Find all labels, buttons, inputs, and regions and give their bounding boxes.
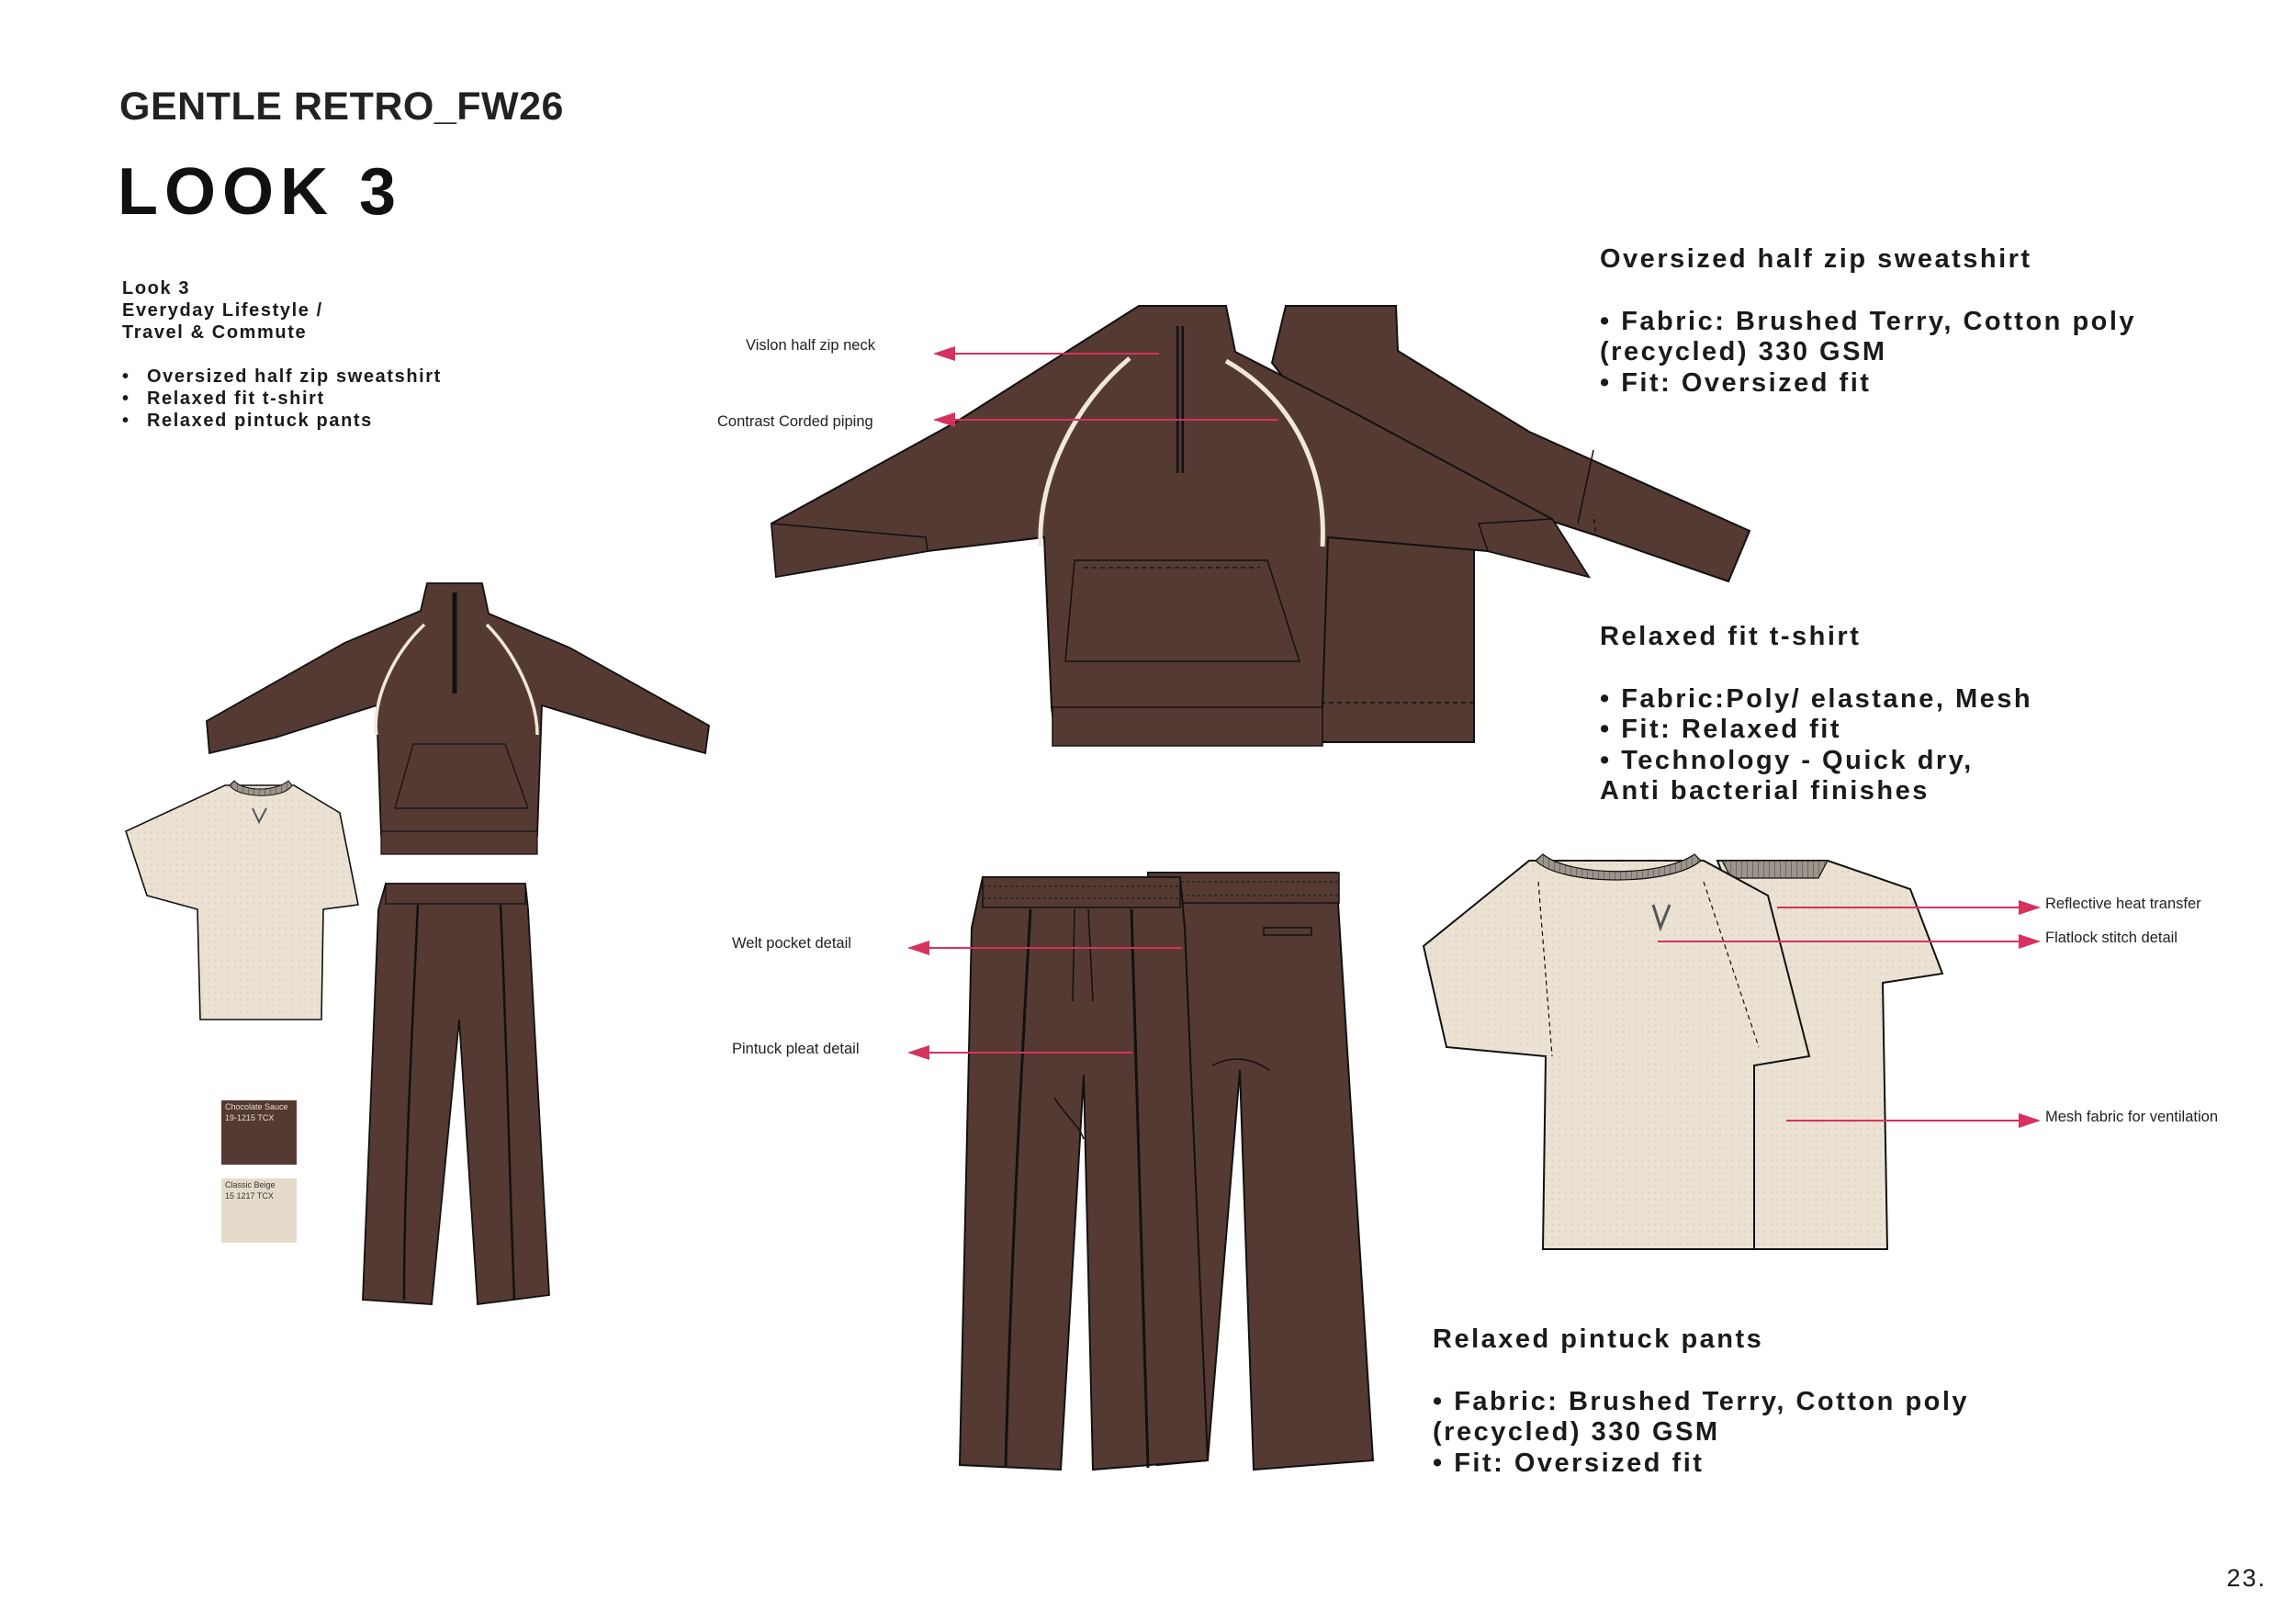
spec-line: (recycled) 330 GSM (1600, 337, 1887, 366)
callout-corded-piping: Contrast Corded piping (717, 413, 873, 430)
intro-list-item: • Relaxed pintuck pants (122, 410, 442, 432)
callout-pintuck-pleat: Pintuck pleat detail (732, 1041, 860, 1057)
callout-reflective-heat-transfer: Reflective heat transfer (2045, 896, 2201, 912)
tshirt-title: Relaxed fit t-shirt (1600, 622, 1862, 651)
sweatshirt-title: Oversized half zip sweatshirt (1600, 244, 2032, 274)
intro-line: Look 3 (122, 278, 191, 299)
swatch-name: Classic Beige (225, 1180, 276, 1189)
look-title: LOOK 3 (118, 155, 403, 229)
look-thumbnail-tshirt (126, 781, 358, 1020)
swatch-code: 19-1215 TCX (225, 1113, 275, 1122)
color-swatch-beige (221, 1178, 297, 1243)
intro-line: Travel & Commute (122, 322, 308, 343)
tshirt-spec (1600, 622, 2032, 807)
swatch-name: Chocolate Sauce (225, 1102, 288, 1111)
spec-line: • Fit: Oversized fit (1433, 1448, 1705, 1478)
tshirt-front-view (1424, 854, 1809, 1249)
callout-mesh-ventilation: Mesh fabric for ventilation (2045, 1109, 2219, 1125)
spec-line: (recycled) 330 GSM (1433, 1417, 1720, 1447)
intro-list-item: • Oversized half zip sweatshirt (122, 366, 442, 388)
spec-line: • Fabric: Brushed Terry, Cotton poly (1600, 306, 2137, 336)
intro-list-item: • Relaxed fit t-shirt (122, 388, 442, 410)
pants-front-view (960, 877, 1208, 1470)
color-swatch-chocolate (221, 1100, 297, 1165)
sweatshirt-spec (1600, 244, 2136, 399)
spec-line: • Fabric:Poly/ elastane, Mesh (1600, 683, 2033, 714)
look-thumbnail-pants (363, 884, 549, 1304)
callout-flatlock-stitch: Flatlock stitch detail (2045, 930, 2178, 946)
spec-line: • Technology - Quick dry, (1600, 745, 1974, 775)
look-intro (122, 277, 442, 432)
spec-line: • Fit: Relaxed fit (1600, 715, 1842, 744)
pants-title: Relaxed pintuck pants (1433, 1324, 1764, 1354)
collection-title: GENTLE RETRO_FW26 (119, 85, 564, 129)
callout-welt-pocket: Welt pocket detail (732, 935, 851, 952)
intro-line: Everyday Lifestyle / (122, 300, 323, 321)
intro-item-list (122, 366, 442, 432)
callout-zip-neck: Vislon half zip neck (746, 337, 875, 354)
page-number: 23. (2226, 1564, 2267, 1592)
pants-spec (1433, 1324, 1969, 1479)
spec-line: Anti bacterial finishes (1600, 776, 1930, 806)
spec-line: • Fabric: Brushed Terry, Cotton poly (1433, 1386, 1970, 1416)
swatch-code: 15 1217 TCX (225, 1191, 274, 1200)
spec-line: • Fit: Oversized fit (1600, 367, 1872, 398)
